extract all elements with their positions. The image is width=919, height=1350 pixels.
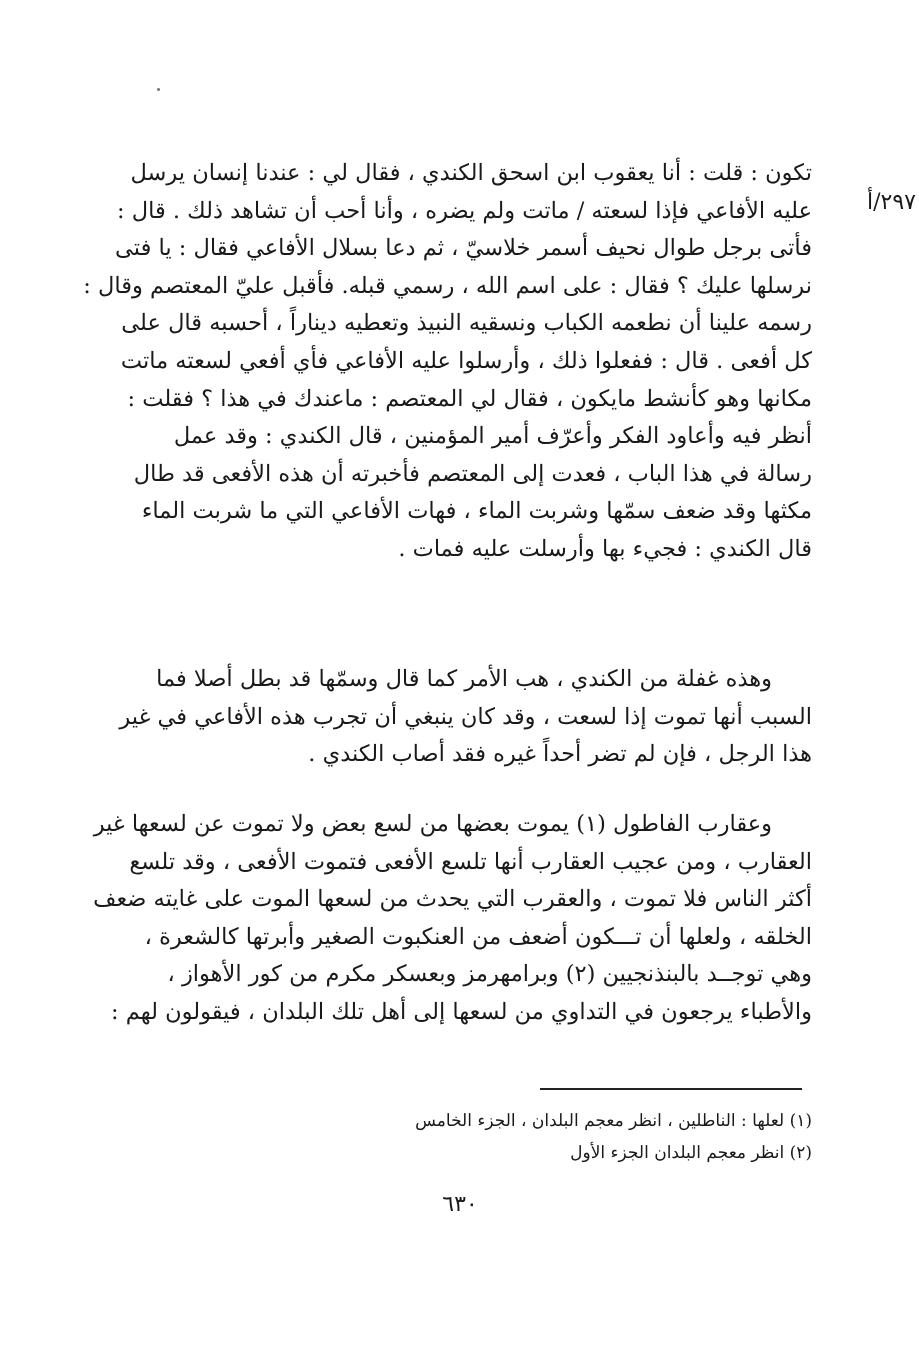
page-number: ٦٣٠	[442, 1192, 478, 1217]
footnote-2: (٢) انظر معجم البلدان الجزء الأول	[570, 1143, 812, 1163]
text-line: قال الكندي : فجيء بها وأرسلت عليه فمات .	[398, 535, 812, 562]
footnote-divider	[540, 1088, 802, 1090]
paragraph-1	[83, 155, 812, 569]
text-line: السبب أنها تموت إذا لسعت ، وقد كان ينبغي أن تجرب هذه الأفاعي في غير	[119, 703, 812, 730]
text-line: هذا الرجل ، فإن لم تضر أحداً غيره فقد أصاب الكندي .	[308, 741, 812, 768]
text-line: وهي توجــد بالبنذنجيين (٢) وبرامهرمز وبعسكر مكرم من كور الأهواز ،	[167, 961, 812, 988]
text-line: أنظر فيه وأعاود الفكر وأعرّف أمير المؤمنين ، قال الكندي : وقد عمل	[173, 423, 812, 450]
text-line: رسالة في هذا الباب ، فعدت إلى المعتصم فأخبرته أن هذه الأفعى قد طال	[133, 460, 812, 487]
text-line: والأطباء يرجعون في التداوي من لسعها إلى أهل تلك البلدان ، فيقولون لهم :	[111, 998, 812, 1025]
folio-margin-note: ٢٩٧/أ	[867, 190, 916, 215]
text-line: فأتى برجل طوال نحيف أسمر خلاسيّ ، ثم دعا بسلال الأفاعي فقال : يا فتى	[115, 235, 812, 262]
paragraph-3	[93, 806, 812, 1032]
text-line: العقارب ، ومن عجيب العقارب أنها تلسع الأفعى فتموت الأفعى ، وقد تلسع	[129, 848, 812, 875]
scan-speck	[157, 88, 160, 91]
text-line: عليه الأفاعي فإذا لسعته / ماتت ولم يضره ، وأنا أحب أن تشاهد ذلك . قال :	[117, 197, 812, 224]
text-line: تكون : قلت : أنا يعقوب ابن اسحق الكندي ، فقال لي : عندنا إنسان يرسل	[130, 160, 812, 186]
text-line: نرسلها عليك ؟ فقال : على اسم الله ، رسمي قبله. فأقبل عليّ المعتصم وقال :	[83, 272, 812, 299]
footnote-1: (١) لعلها : الناطلين ، انظر معجم البلدان ، الجزء الخامس	[415, 1111, 812, 1131]
text-line: وهذه غفلة من الكندي ، هب الأمر كما قال وسمّها قد بطل أصلا فما	[156, 666, 772, 692]
text-line: مكثها وقد ضعف سمّها وشربت الماء ، فهات الأفاعي التي ما شربت الماء	[141, 498, 812, 525]
text-line: مكانها وهو كأنشط مايكون ، فقال لي المعتصم : ماعندك في هذا ؟ فقلت :	[127, 385, 812, 412]
footnotes	[300, 1105, 812, 1169]
text-line: أكثر الناس فلا تموت ، والعقرب التي يحدث من لسعها الموت على غايته ضعف	[93, 886, 812, 913]
paragraph-2	[119, 661, 812, 774]
text-line: كل أفعى . قال : ففعلوا ذلك ، وأرسلوا عليه الأفاعي فأي أفعي لسعته ماتت	[120, 347, 812, 374]
text-line: وعقارب الفاطول (١) يموت بعضها من لسع بعض ولا تموت عن لسعها غير	[93, 811, 772, 837]
text-line: رسمه علينا أن نطعمه الكباب ونسقيه النبيذ وتعطيه ديناراً ، أحسبه قال على	[121, 310, 812, 337]
text-line: الخلقه ، ولعلها أن تـــكون أضعف من العنكبوت الصغير وأبرتها كالشعرة ،	[144, 923, 812, 950]
